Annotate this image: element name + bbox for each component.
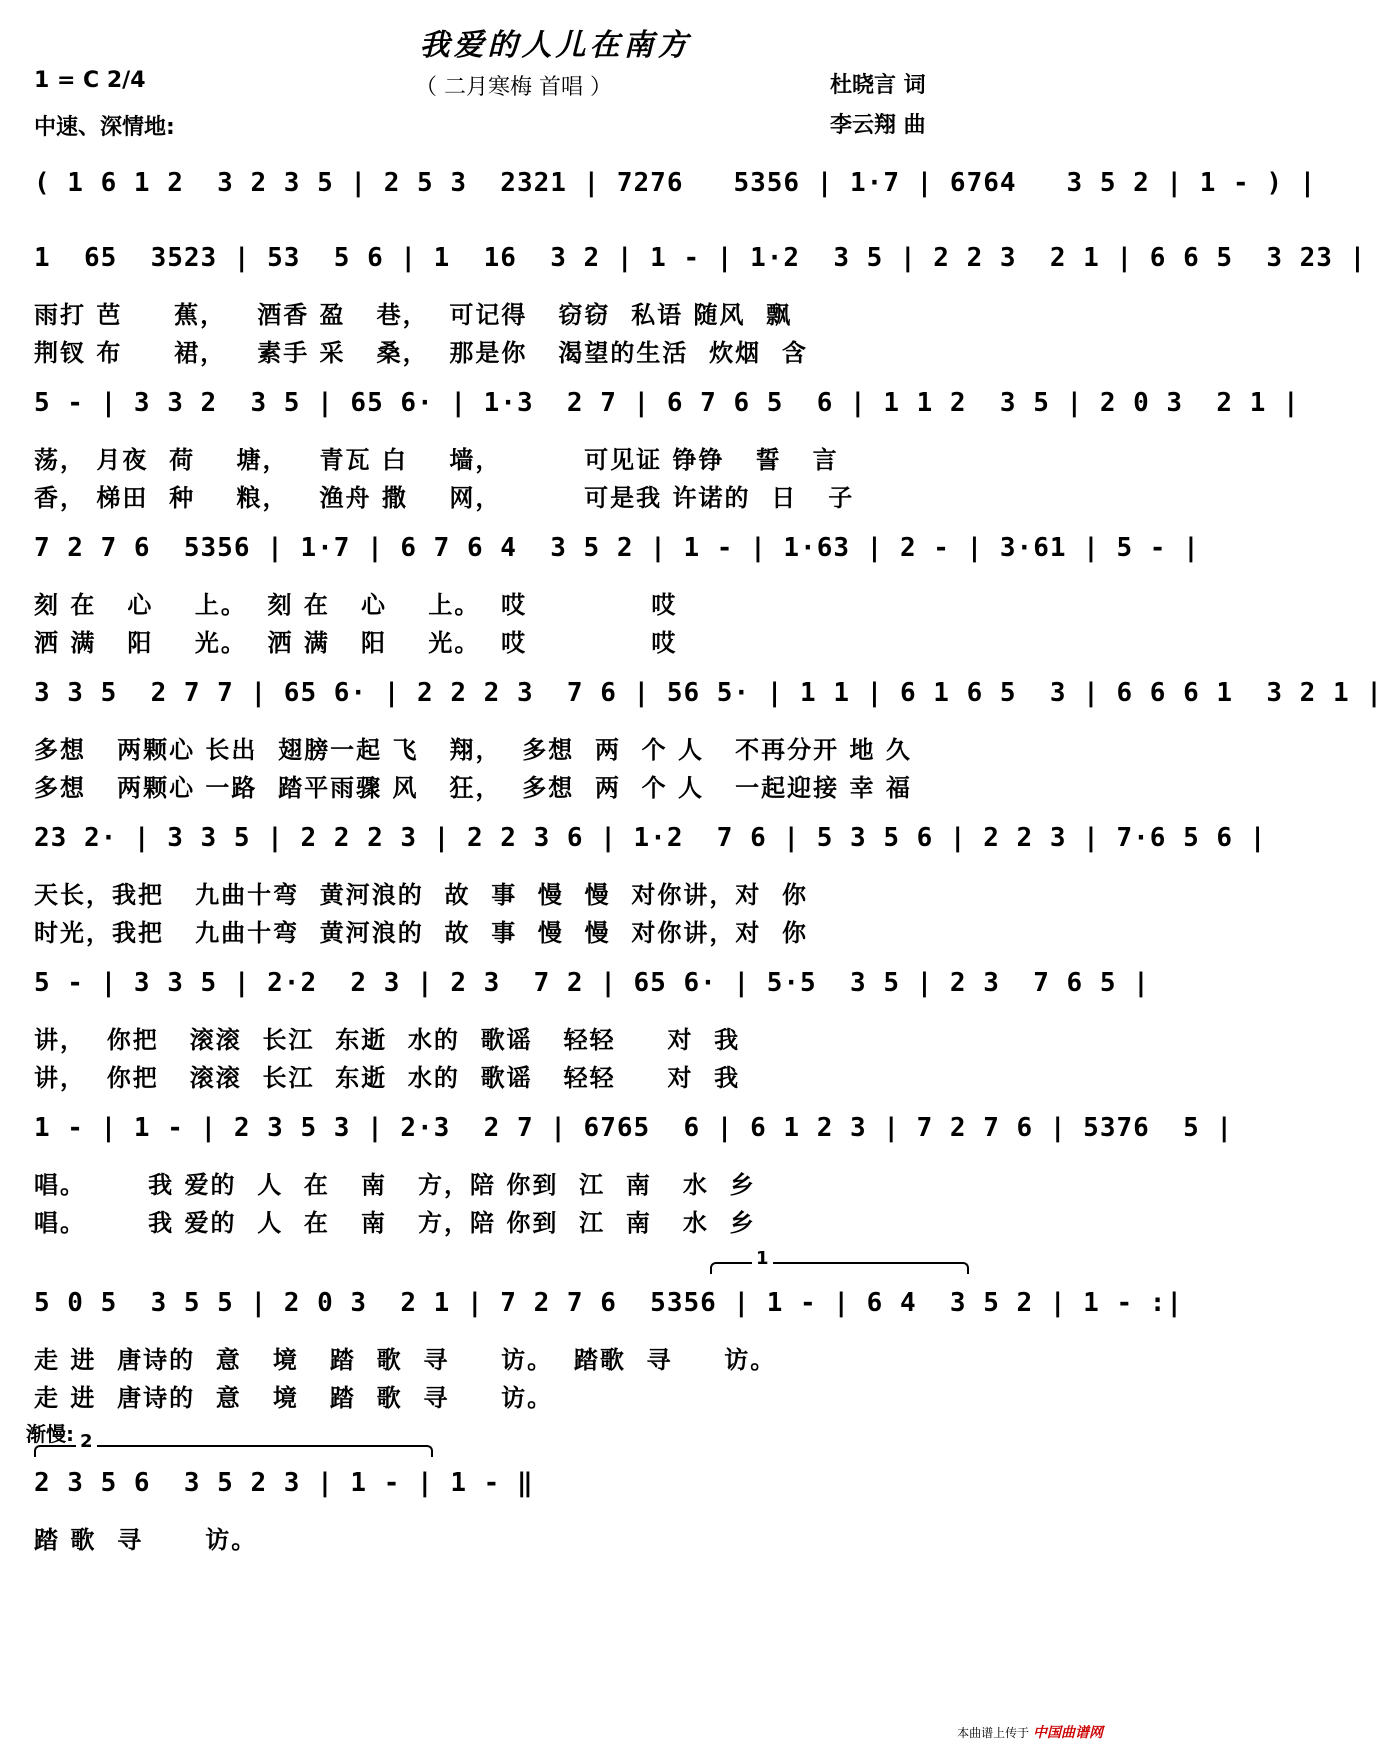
jianpu-notes: 1 - | 1 - | 2 3 5 3 | 2·3 2 7 | 6765 6 | 6 1 2 3 | 7 2 7 6 | 5376 5 | bbox=[34, 1113, 1234, 1143]
lyric-verse-1: 多想 两颗心 长出 翅膀一起 飞 翔， 多想 两 个 人 不再分开 地 久 bbox=[34, 736, 912, 764]
lyricist: 杜晓言 词 bbox=[830, 73, 926, 98]
jianpu-notes: 5 - | 3 3 2 3 5 | 65 6· | 1·3 2 7 | 6 7 6 5 6 | 1 1 2 3 5 | 2 0 3 2 1 | bbox=[34, 388, 1300, 418]
jianpu-notes: 7 2 7 6 5356 | 1·7 | 6 7 6 4 3 5 2 | 1 - | 1·63 | 2 - | 3·61 | 5 - | bbox=[34, 533, 1200, 563]
lyric-verse-1: 雨打 芭 蕉， 酒香 盈 巷， 可记得 窃窃 私语 随风 飘 bbox=[34, 301, 793, 329]
notation-line bbox=[34, 1095, 1234, 1155]
jianpu-notes: ( 1 6 1 2 3 2 3 5 | 2 5 3 2321 | 7276 5356 | 1·7 | 6764 3 5 2 | 1 - ) | bbox=[34, 168, 1317, 198]
notation-line bbox=[34, 370, 1300, 430]
subtitle: （ 二月寒梅 首唱 ） bbox=[415, 75, 612, 100]
notation-line bbox=[34, 1450, 1084, 1510]
notation-line bbox=[34, 150, 1317, 210]
lyric-verse-2: 荆钗 布 裙， 素手 采 桑， 那是你 渴望的生活 炊烟 含 bbox=[34, 339, 808, 367]
lyric-verse-1: 讲， 你把 滚滚 长江 东逝 水的 歌谣 轻轻 对 我 bbox=[34, 1026, 741, 1054]
jianpu-notes: 3 3 5 2 7 7 | 65 6· | 2 2 2 3 7 6 | 56 5· | 1 1 | 6 1 6 5 3 | 6 6 6 1 3 2 1 | bbox=[34, 678, 1383, 708]
footer bbox=[957, 1722, 1103, 1742]
lyric-verse-1: 唱。 我 爱的 人 在 南 方，陪 你到 江 南 水 乡 bbox=[34, 1171, 756, 1199]
lyric-verse-2: 唱。 我 爱的 人 在 南 方，陪 你到 江 南 水 乡 bbox=[34, 1209, 756, 1237]
page-title: 我爱的人儿在南方 bbox=[419, 28, 692, 63]
lyric-verse-2: 多想 两颗心 一路 踏平雨骤 风 狂， 多想 两 个 人 一起迎接 幸 福 bbox=[34, 774, 912, 802]
notation-line bbox=[34, 225, 1367, 285]
lyric-verse-2: 走 进 唐诗的 意 境 踏 歌 寻 访。 bbox=[34, 1384, 554, 1412]
jianpu-notes: 1 65 3523 | 53 5 6 | 1 16 3 2 | 1 - | 1·2 3 5 | 2 2 3 2 1 | 6 6 5 3 23 | bbox=[34, 243, 1367, 273]
jianpu-notes: 5 - | 3 3 5 | 2·2 2 3 | 2 3 7 2 | 65 6· | 5·5 3 5 | 2 3 7 6 5 | bbox=[34, 968, 1150, 998]
second-ending-number: 2 bbox=[76, 1431, 97, 1452]
lyric-verse-2: 香， 梯田 种 粮， 渔舟 撒 网， 可是我 许诺的 日 子 bbox=[34, 484, 855, 512]
tempo-marking: 中速、深情地: bbox=[34, 115, 175, 140]
composer: 李云翔 曲 bbox=[830, 113, 926, 138]
lyric-verse-2: 时光，我把 九曲十弯 黄河浪的 故 事 慢 慢 对你讲，对 你 bbox=[34, 919, 809, 947]
notation-line bbox=[34, 805, 1267, 865]
lyric-verse-1: 走 进 唐诗的 意 境 踏 歌 寻 访。 踏歌 寻 访。 bbox=[34, 1346, 777, 1374]
lyric-verse-1: 天长，我把 九曲十弯 黄河浪的 故 事 慢 慢 对你讲，对 你 bbox=[34, 881, 809, 909]
jianpu-notes: 2 3 5 6 3 5 2 3 | 1 - | 1 - ‖ bbox=[34, 1468, 534, 1498]
first-ending-number: 1 bbox=[752, 1248, 773, 1269]
lyric-verse-1: 踏 歌 寻 访。 bbox=[34, 1526, 258, 1554]
jianpu-notes: 23 2· | 3 3 5 | 2 2 2 3 | 2 2 3 6 | 1·2 7 6 | 5 3 5 6 | 2 2 3 | 7·6 5 6 | bbox=[34, 823, 1267, 853]
lyric-verse-1: 荡， 月夜 荷 塘， 青瓦 白 墙， 可见证 铮铮 誓 言 bbox=[34, 446, 839, 474]
lyric-verse-2: 讲， 你把 滚滚 长江 东逝 水的 歌谣 轻轻 对 我 bbox=[34, 1064, 741, 1092]
notation-line bbox=[34, 660, 1383, 720]
notation-line bbox=[34, 950, 1150, 1010]
site-logo: 中国曲谱网 bbox=[1033, 1725, 1103, 1741]
notation-line bbox=[34, 515, 1200, 575]
lyric-verse-1: 刻 在 心 上。 刻 在 心 上。 哎 哎 bbox=[34, 591, 678, 619]
ritardando-marking: 渐慢: bbox=[26, 1422, 74, 1446]
footer-text: 本曲谱上传于 bbox=[957, 1726, 1030, 1740]
jianpu-notes: 5 0 5 3 5 5 | 2 0 3 2 1 | 7 2 7 6 5356 | 1 - | 6 4 3 5 2 | 1 - :| bbox=[34, 1288, 1184, 1318]
first-ending-bracket bbox=[710, 1248, 969, 1274]
lyric-verse-2: 洒 满 阳 光。 洒 满 阳 光。 哎 哎 bbox=[34, 629, 678, 657]
notation-line bbox=[34, 1270, 1184, 1330]
key-time-signature: 1 = C 2/4 bbox=[34, 68, 146, 93]
